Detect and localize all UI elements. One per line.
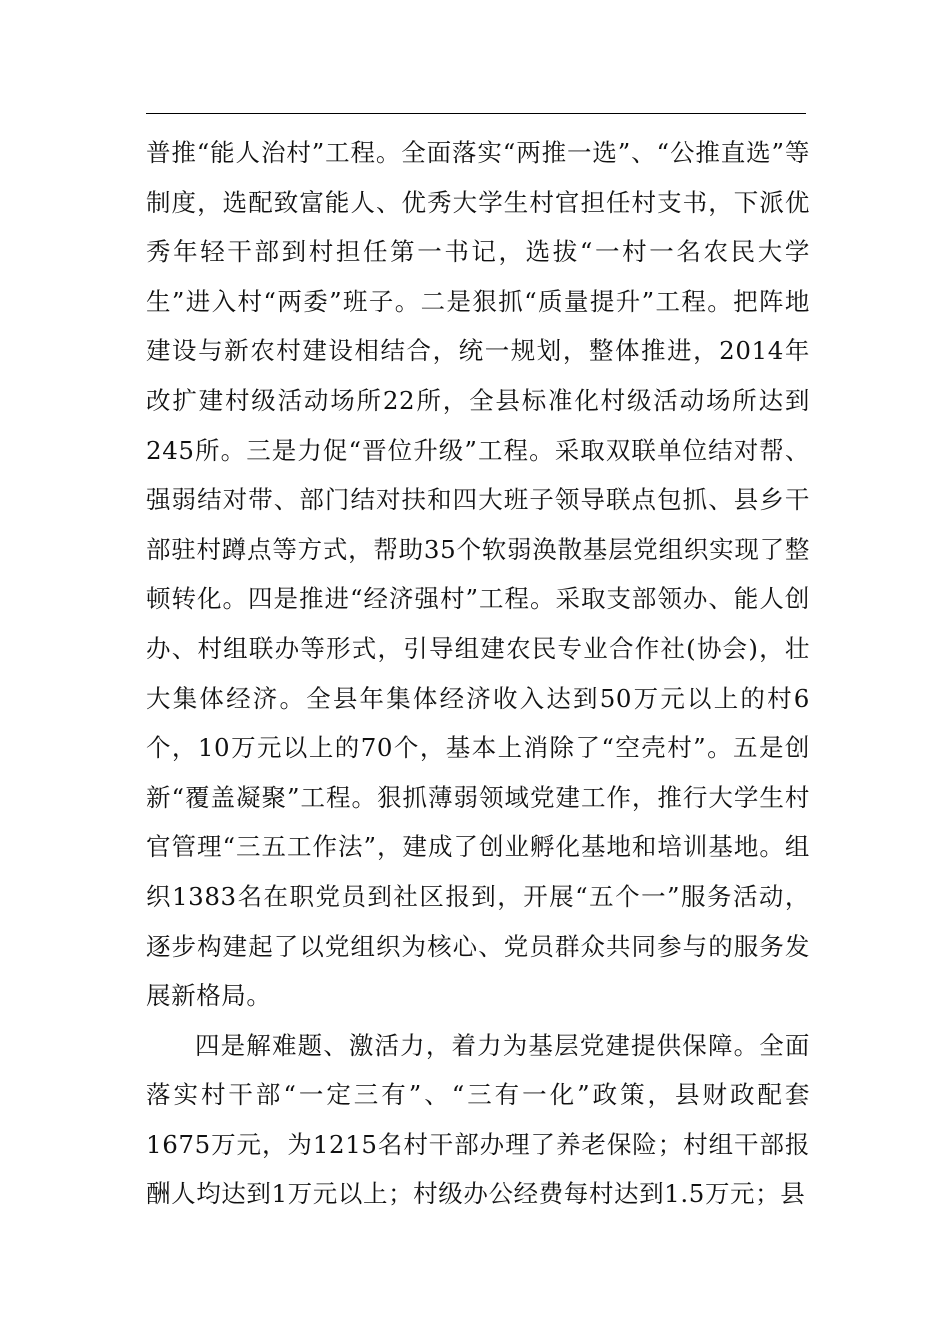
paragraph-1: 普推“能人治村”工程。全面落实“两推一选”、“公推直选”等制度，选配致富能人、优秀大学生村官担任村支书，下派优秀年轻干部到村担任第一书记，选拔“一村一名农民大学生”进入村“两委”班子。二是狠抓“质量提升”工程。把阵地建设与新农村建设相结合，统一规划，整体推进，2014年改扩建村级活动场所22所，全县标准化村级活动场所达到245所。三是力促“晋位升级”工程。采取双联单位结对帮、强弱结对带、部门结对扶和四大班子领导联点包抓、县乡干部驻村蹲点等方式，帮助35个软弱涣散基层党组织实现了整顿转化。四是推进“经济强村”工程。采取支部领办、能人创办、村组联办等形式，引导组建农民专业合作社(协会)，壮大集体经济。全县年集体经济收入达到50万元以上的村6个，10万元以上的70个，基本上消除了“空壳村”。五是创新“覆盖凝聚”工程。狠抓薄弱领域党建工作，推行大学生村官管理“三五工作法”，建成了创业孵化基地和培训基地。组织1383名在职党员到社区报到，开展“五个一”服务活动，逐步构建起了以党组织为核心、党员群众共同参与的服务发展新格局。	[146, 138, 810, 1011]
document-body	[146, 128, 810, 1219]
header-rule	[146, 113, 806, 114]
paragraph-2: 四是解难题、激活力，着力为基层党建提供保障。全面落实村干部“一定三有”、“三有一化”政策，县财政配套1675万元，为1215名村干部办理了养老保险；村组干部报酬人均达到1万元以上；村级办公经费每村达到1.5万元；县	[146, 1030, 810, 1209]
